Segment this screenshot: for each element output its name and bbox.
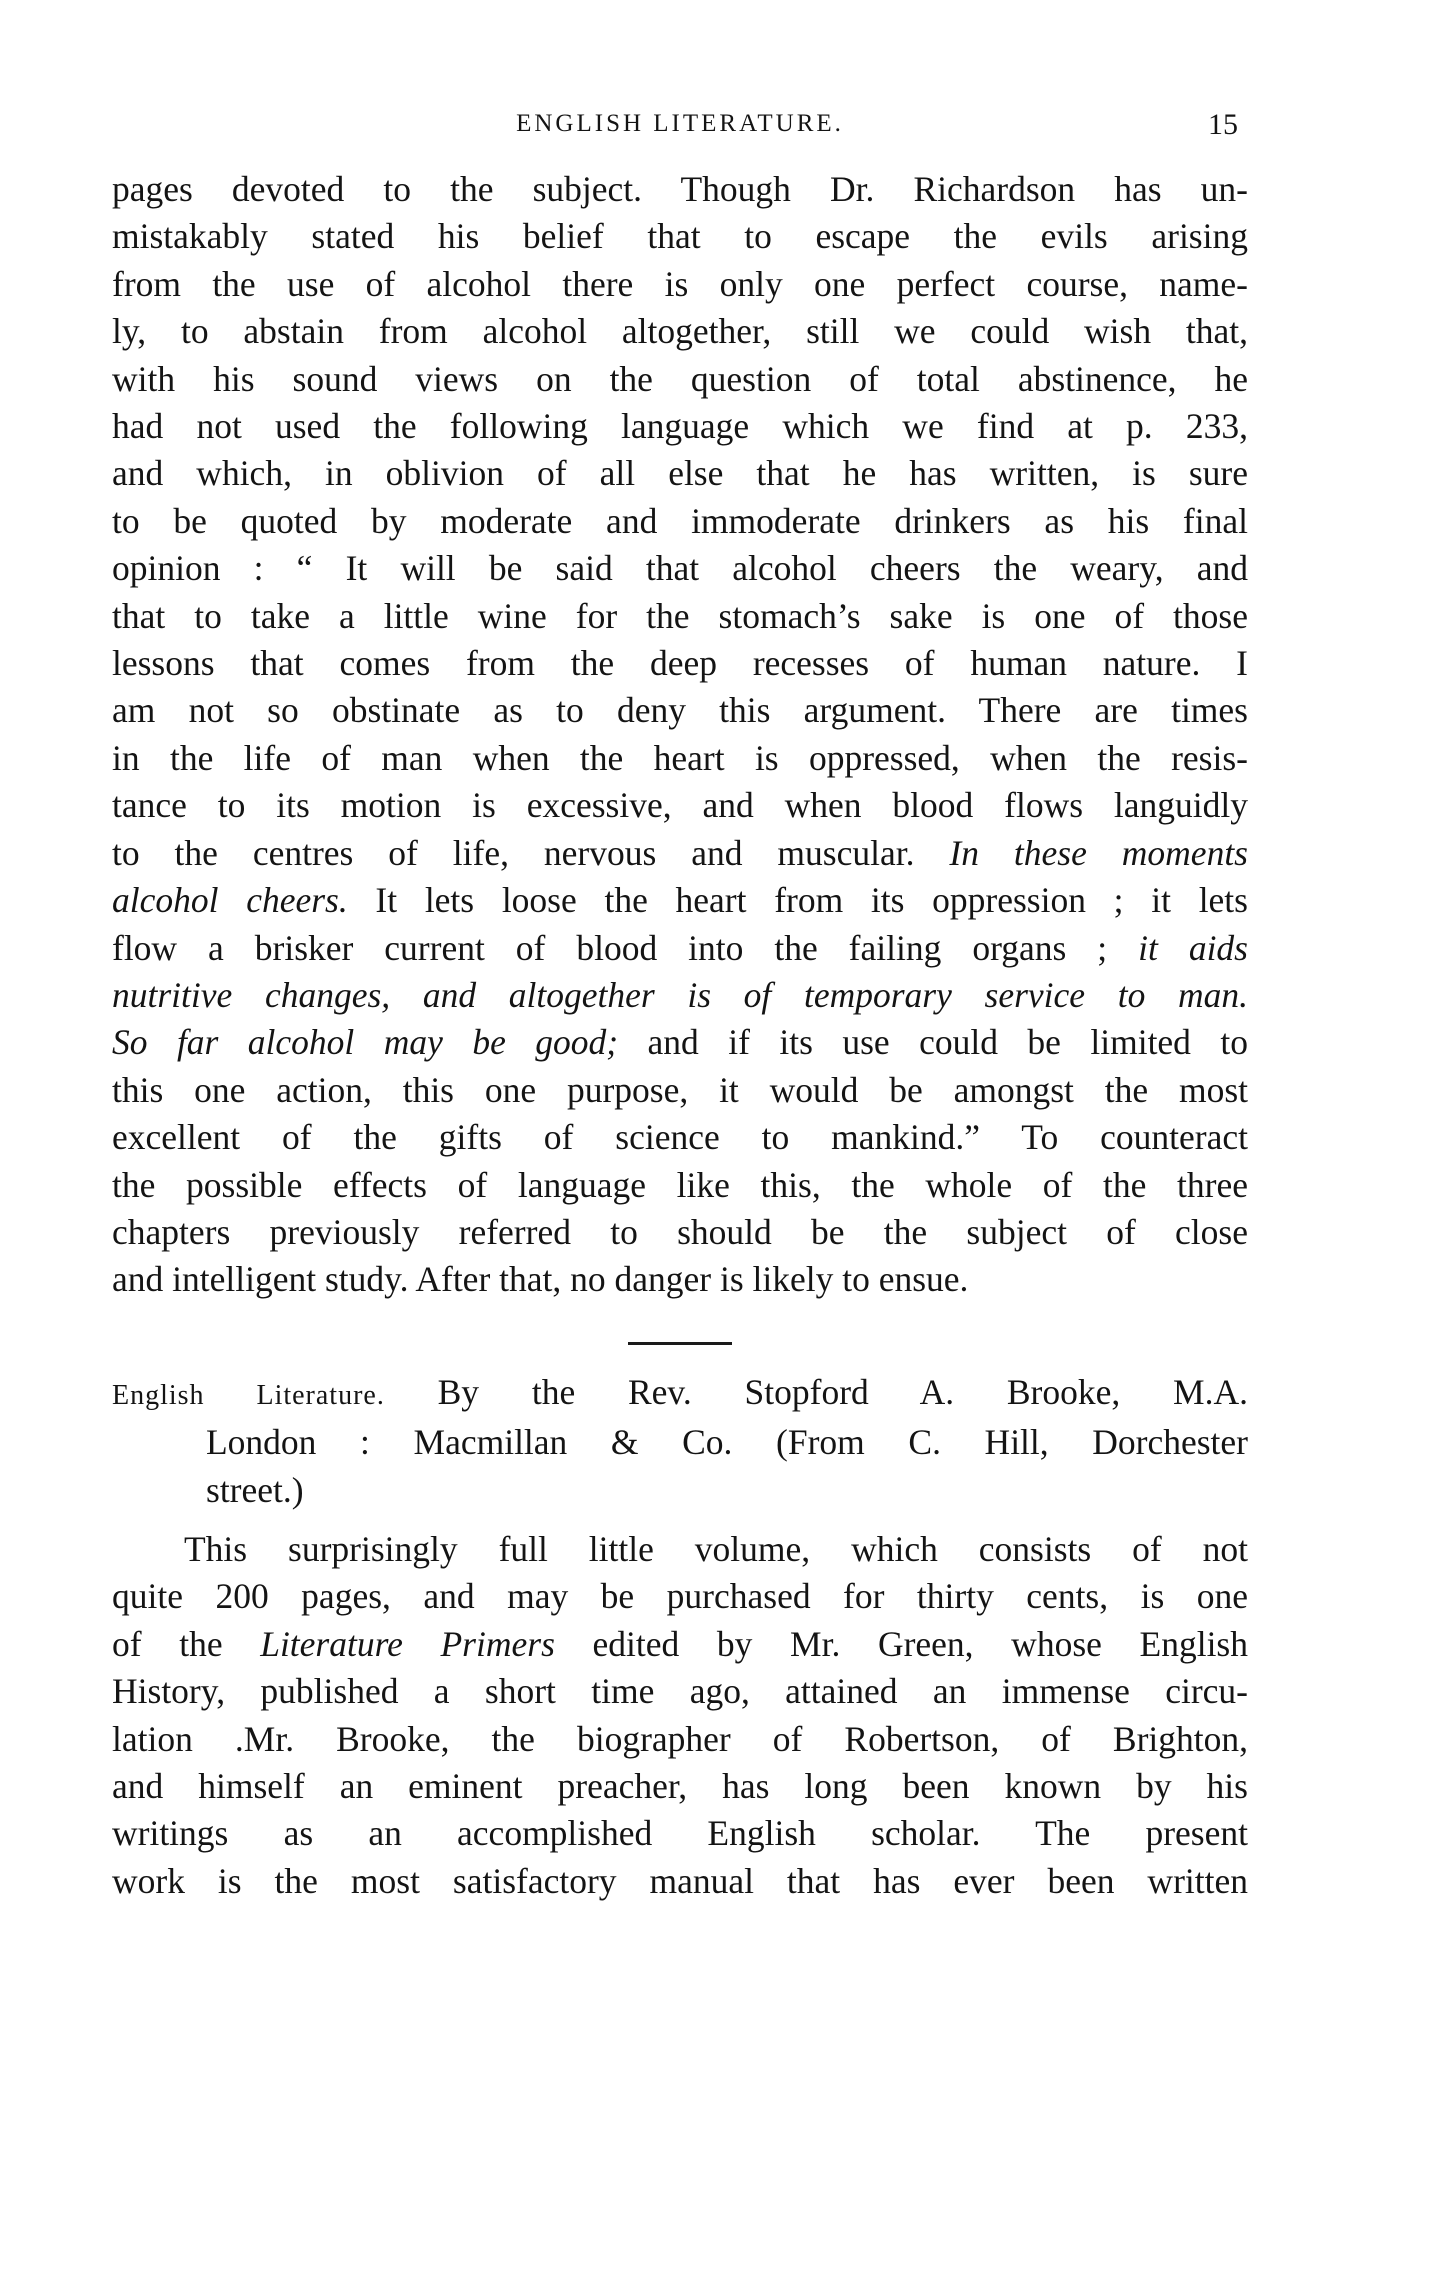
- text-line: chapters previously referred to should be the subject of close: [112, 1211, 1248, 1252]
- text-line: this one action, this one purpose, it would be amongst the most: [112, 1069, 1248, 1110]
- text-line: from the use of alcohol there is only one perfect course, name-: [112, 263, 1248, 304]
- text-line: [112, 1621, 1248, 1668]
- running-title: ENGLISH LITERATURE.: [516, 110, 844, 137]
- text-line: [112, 925, 1248, 972]
- text-line: lation .Mr. Brooke, the biographer of Robertson, of Brighton,: [112, 1718, 1248, 1759]
- text-run: It lets loose the heart from its oppression ; it lets: [347, 880, 1248, 921]
- book-page: [112, 100, 1248, 1905]
- text-line: to be quoted by moderate and immoderate drinkers as his final: [112, 500, 1248, 541]
- notice-line: London : Macmillan & Co. (From C. Hill, Dorchester: [206, 1422, 1248, 1463]
- text-run: of the: [112, 1623, 261, 1664]
- text-line: the possible effects of language like this, the whole of the three: [112, 1164, 1248, 1205]
- text-line: [112, 972, 1248, 1019]
- text-line: am not so obstinate as to deny this argument. There are times: [112, 690, 1248, 731]
- text-line: in the life of man when the heart is oppressed, when the resis-: [112, 737, 1248, 778]
- text-run: edited by Mr. Green, whose English: [554, 1623, 1248, 1664]
- text-line: [112, 1019, 1248, 1066]
- text-line: and himself an eminent preacher, has long been known by his: [112, 1766, 1248, 1806]
- notice-line: [112, 1369, 1248, 1419]
- text-line: pages devoted to the subject. Though Dr. Richardson has un-: [112, 169, 1248, 209]
- text-line: that to take a little wine for the stomach’s sake is one of those: [112, 595, 1248, 636]
- text-line: writings as an accomplished English scholar. The present: [112, 1813, 1248, 1854]
- paragraph-review: [112, 1526, 1248, 1905]
- text-run: By the Rev. Stopford A. Brooke, M.A.: [384, 1371, 1248, 1412]
- text-line: work is the most satisfactory manual that has ever been written: [112, 1860, 1248, 1901]
- italic-run: alcohol cheers.: [112, 880, 348, 921]
- text-line: This surprisingly full little volume, which consists of not: [184, 1528, 1248, 1569]
- text-run: and if its use could be limited to: [618, 1022, 1248, 1063]
- text-line: with his sound views on the question of total abstinence, he: [112, 358, 1248, 399]
- text-run: to the centres of life, nervous and muscular.: [112, 832, 950, 873]
- text-line: excellent of the gifts of science to mankind.” To counteract: [112, 1117, 1248, 1158]
- text-line: tance to its motion is excessive, and when blood flows languidly: [112, 785, 1248, 826]
- book-title: English Literature.: [112, 1379, 385, 1411]
- italic-run: nutritive changes, and altogether is of temporary service to man.: [112, 974, 1248, 1015]
- text-line: had not used the following language which we find at p. 233,: [112, 406, 1248, 447]
- text-line: ly, to abstain from alcohol altogether, still we could wish that,: [112, 311, 1248, 352]
- book-notice: [112, 1369, 1248, 1514]
- text-line: History, published a short time ago, attained an immense circu-: [112, 1671, 1248, 1712]
- text-line: opinion : “ It will be said that alcohol cheers the weary, and: [112, 548, 1248, 589]
- italic-run: it aids: [1138, 927, 1248, 968]
- italic-run: So far alcohol may be good;: [112, 1022, 619, 1063]
- text-run: flow a brisker current of blood into the failing organs ;: [112, 927, 1139, 968]
- running-head: [112, 100, 1248, 160]
- italic-run: Literature Primers: [260, 1623, 555, 1664]
- italic-run: In these moments: [949, 832, 1248, 873]
- text-line: and which, in oblivion of all else that he has written, is sure: [112, 453, 1248, 494]
- section-divider: [628, 1342, 732, 1345]
- text-line: lessons that comes from the deep recesses of human nature. I: [112, 643, 1248, 684]
- text-line: quite 200 pages, and may be purchased for thirty cents, is one: [112, 1576, 1248, 1617]
- notice-line: street.): [206, 1469, 304, 1510]
- page-number: 15: [1208, 108, 1238, 141]
- text-line: mistakably stated his belief that to escape the evils arising: [112, 216, 1248, 257]
- paragraph-abstinence: [112, 166, 1248, 1304]
- text-line: and intelligent study. After that, no danger is likely to ensue.: [112, 1259, 969, 1300]
- text-line: [112, 830, 1248, 877]
- text-line: [112, 877, 1248, 924]
